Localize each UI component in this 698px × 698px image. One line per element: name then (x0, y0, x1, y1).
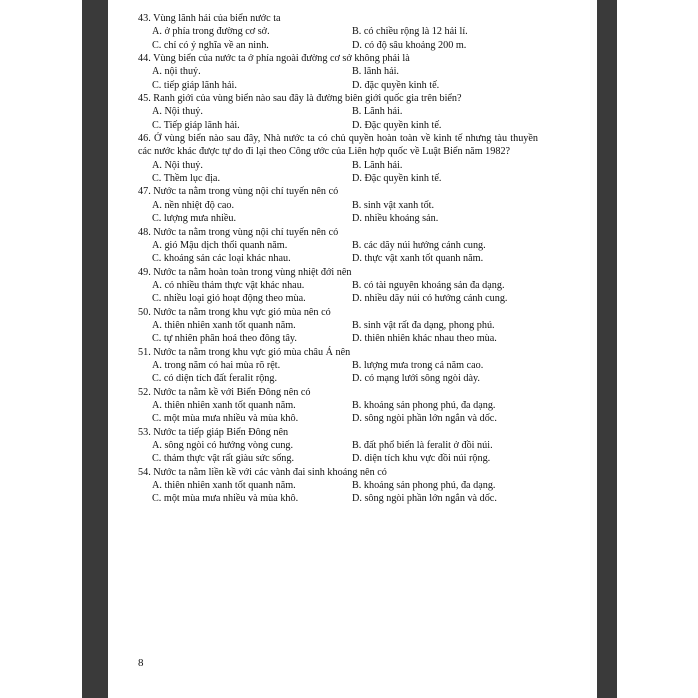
option-b: B. sinh vật xanh tốt. (352, 199, 435, 211)
option-c: C. một mùa mưa nhiều và mùa khô. (152, 413, 299, 425)
question-stem: 46. Ở vùng biển nào sau đây, Nhà nước ta có chủ quyền hoàn toàn về kinh tế nhưng tàu thuyền các nước khác được tự do đi lại theo Công ước của Liên hợp quốc về Luật Biển năm 1982? (138, 133, 539, 158)
option-b: B. có tài nguyên khoáng sản đa dạng. (352, 279, 505, 291)
question-43 (138, 12, 538, 52)
question-48 (138, 226, 538, 266)
option-c: C. Tiếp giáp lãnh hải. (152, 119, 240, 131)
option-b: B. Lãnh hải. (352, 106, 403, 118)
option-b: B. lãnh hải. (352, 66, 399, 78)
option-a: A. thiên nhiên xanh tốt quanh năm. (152, 399, 296, 411)
option-d: D. thực vật xanh tốt quanh năm. (352, 253, 484, 265)
question-stem: 48. Nước ta nằm trong vùng nội chí tuyến nên có (138, 226, 339, 238)
option-d: D. có mạng lưới sông ngòi dày. (352, 373, 480, 385)
question-stem: 50. Nước ta nằm trong khu vực gió mùa nên có (138, 306, 331, 318)
option-a: A. nội thuỷ. (152, 66, 201, 78)
question-47 (138, 185, 538, 225)
option-c: C. lượng mưa nhiều. (152, 213, 237, 225)
option-a: A. Nội thuỷ. (152, 159, 203, 171)
option-c: C. có diện tích đất feralit rộng. (152, 373, 278, 385)
question-54 (138, 466, 538, 506)
option-d: D. diện tích khu vực đồi núi rộng. (352, 453, 491, 465)
option-b: B. đất phổ biến là feralit ở đồi núi. (352, 440, 493, 451)
question-stem: 51. Nước ta nằm trong khu vực gió mùa châu Á nên (138, 346, 351, 358)
question-50 (138, 306, 538, 346)
option-d: D. sông ngòi phần lớn ngắn và dốc. (352, 413, 497, 425)
option-c: C. tự nhiên phân hoá theo đông tây. (152, 333, 297, 345)
question-stem: 53. Nước ta tiếp giáp Biển Đông nên (138, 426, 289, 438)
question-stem: 44. Vùng biển của nước ta ở phía ngoài đường cơ sở không phải là (138, 53, 410, 65)
option-b: B. lượng mưa trong cả năm cao. (352, 359, 484, 371)
option-b: B. khoáng sản phong phú, đa dạng. (352, 399, 496, 411)
question-stem: 52. Nước ta nằm kề với Biển Đông nên có (138, 386, 311, 398)
option-d: D. thiên nhiên khác nhau theo mùa. (352, 333, 497, 345)
document-page (108, 0, 597, 698)
option-b: B. sinh vật rất đa dạng, phong phú. (352, 319, 495, 331)
option-c: C. chỉ có ý nghĩa về an ninh. (152, 39, 269, 51)
question-stem: 43. Vùng lãnh hải của biển nước ta (138, 13, 281, 24)
option-d: D. đặc quyền kinh tế. (352, 79, 440, 91)
option-c: C. nhiều loại gió hoạt động theo mùa. (152, 293, 306, 305)
left-border (82, 0, 108, 698)
question-52 (138, 386, 538, 426)
option-b: B. Lãnh hải. (352, 159, 403, 171)
option-a: A. thiên nhiên xanh tốt quanh năm. (152, 319, 296, 331)
option-d: D. nhiều khoáng sản. (352, 213, 439, 225)
right-border (597, 0, 617, 698)
option-d: D. Đặc quyền kinh tế. (352, 119, 442, 131)
option-a: A. nền nhiệt độ cao. (152, 199, 235, 211)
option-a: A. ở phía trong đường cơ sở. (152, 26, 270, 38)
option-c: C. tiếp giáp lãnh hải. (152, 79, 237, 91)
question-stem: 47. Nước ta nằm trong vùng nội chí tuyến nên có (138, 186, 339, 198)
option-c: C. một mùa mưa nhiều và mùa khô. (152, 493, 299, 505)
option-d: D. sông ngòi phần lớn ngắn và dốc. (352, 493, 497, 505)
option-d: D. nhiều dãy núi có hướng cánh cung. (352, 293, 508, 305)
option-c: C. Thềm lục địa. (152, 173, 220, 185)
question-45 (138, 92, 538, 132)
option-c: C. thảm thực vật rất giàu sức sống. (152, 453, 295, 465)
question-44 (138, 52, 538, 92)
option-c: C. khoáng sản các loại khác nhau. (152, 253, 291, 265)
question-46 (138, 132, 538, 185)
option-a: A. thiên nhiên xanh tốt quanh năm. (152, 480, 296, 492)
question-53 (138, 426, 538, 466)
option-a: A. trong năm có hai mùa rõ rệt. (152, 359, 281, 371)
option-a: A. sông ngòi có hướng vòng cung. (152, 440, 294, 451)
option-b: B. khoáng sản phong phú, đa dạng. (352, 480, 496, 492)
option-d: D. có độ sâu khoảng 200 m. (352, 39, 467, 51)
question-stem: 49. Nước ta nằm hoàn toàn trong vùng nhiệt đới nên (138, 266, 352, 278)
question-stem: 45. Ranh giới của vùng biển nào sau đây là đường biên giới quốc gia trên biển? (138, 93, 462, 105)
question-49 (138, 266, 538, 306)
option-a: A. gió Mậu dịch thổi quanh năm. (152, 239, 288, 251)
option-a: A. có nhiều thảm thực vật khác nhau. (152, 279, 305, 291)
option-a: A. Nội thuỷ. (152, 106, 203, 118)
question-51 (138, 346, 538, 386)
page-number: 8 (138, 657, 144, 669)
option-b: B. có chiều rộng là 12 hải lí. (352, 26, 468, 38)
question-stem: 54. Nước ta nằm liền kề với các vành đai sinh khoáng nên có (138, 466, 387, 478)
question-list (138, 12, 538, 506)
option-d: D. Đặc quyền kinh tế. (352, 173, 442, 185)
option-b: B. các dãy núi hướng cánh cung. (352, 239, 486, 251)
